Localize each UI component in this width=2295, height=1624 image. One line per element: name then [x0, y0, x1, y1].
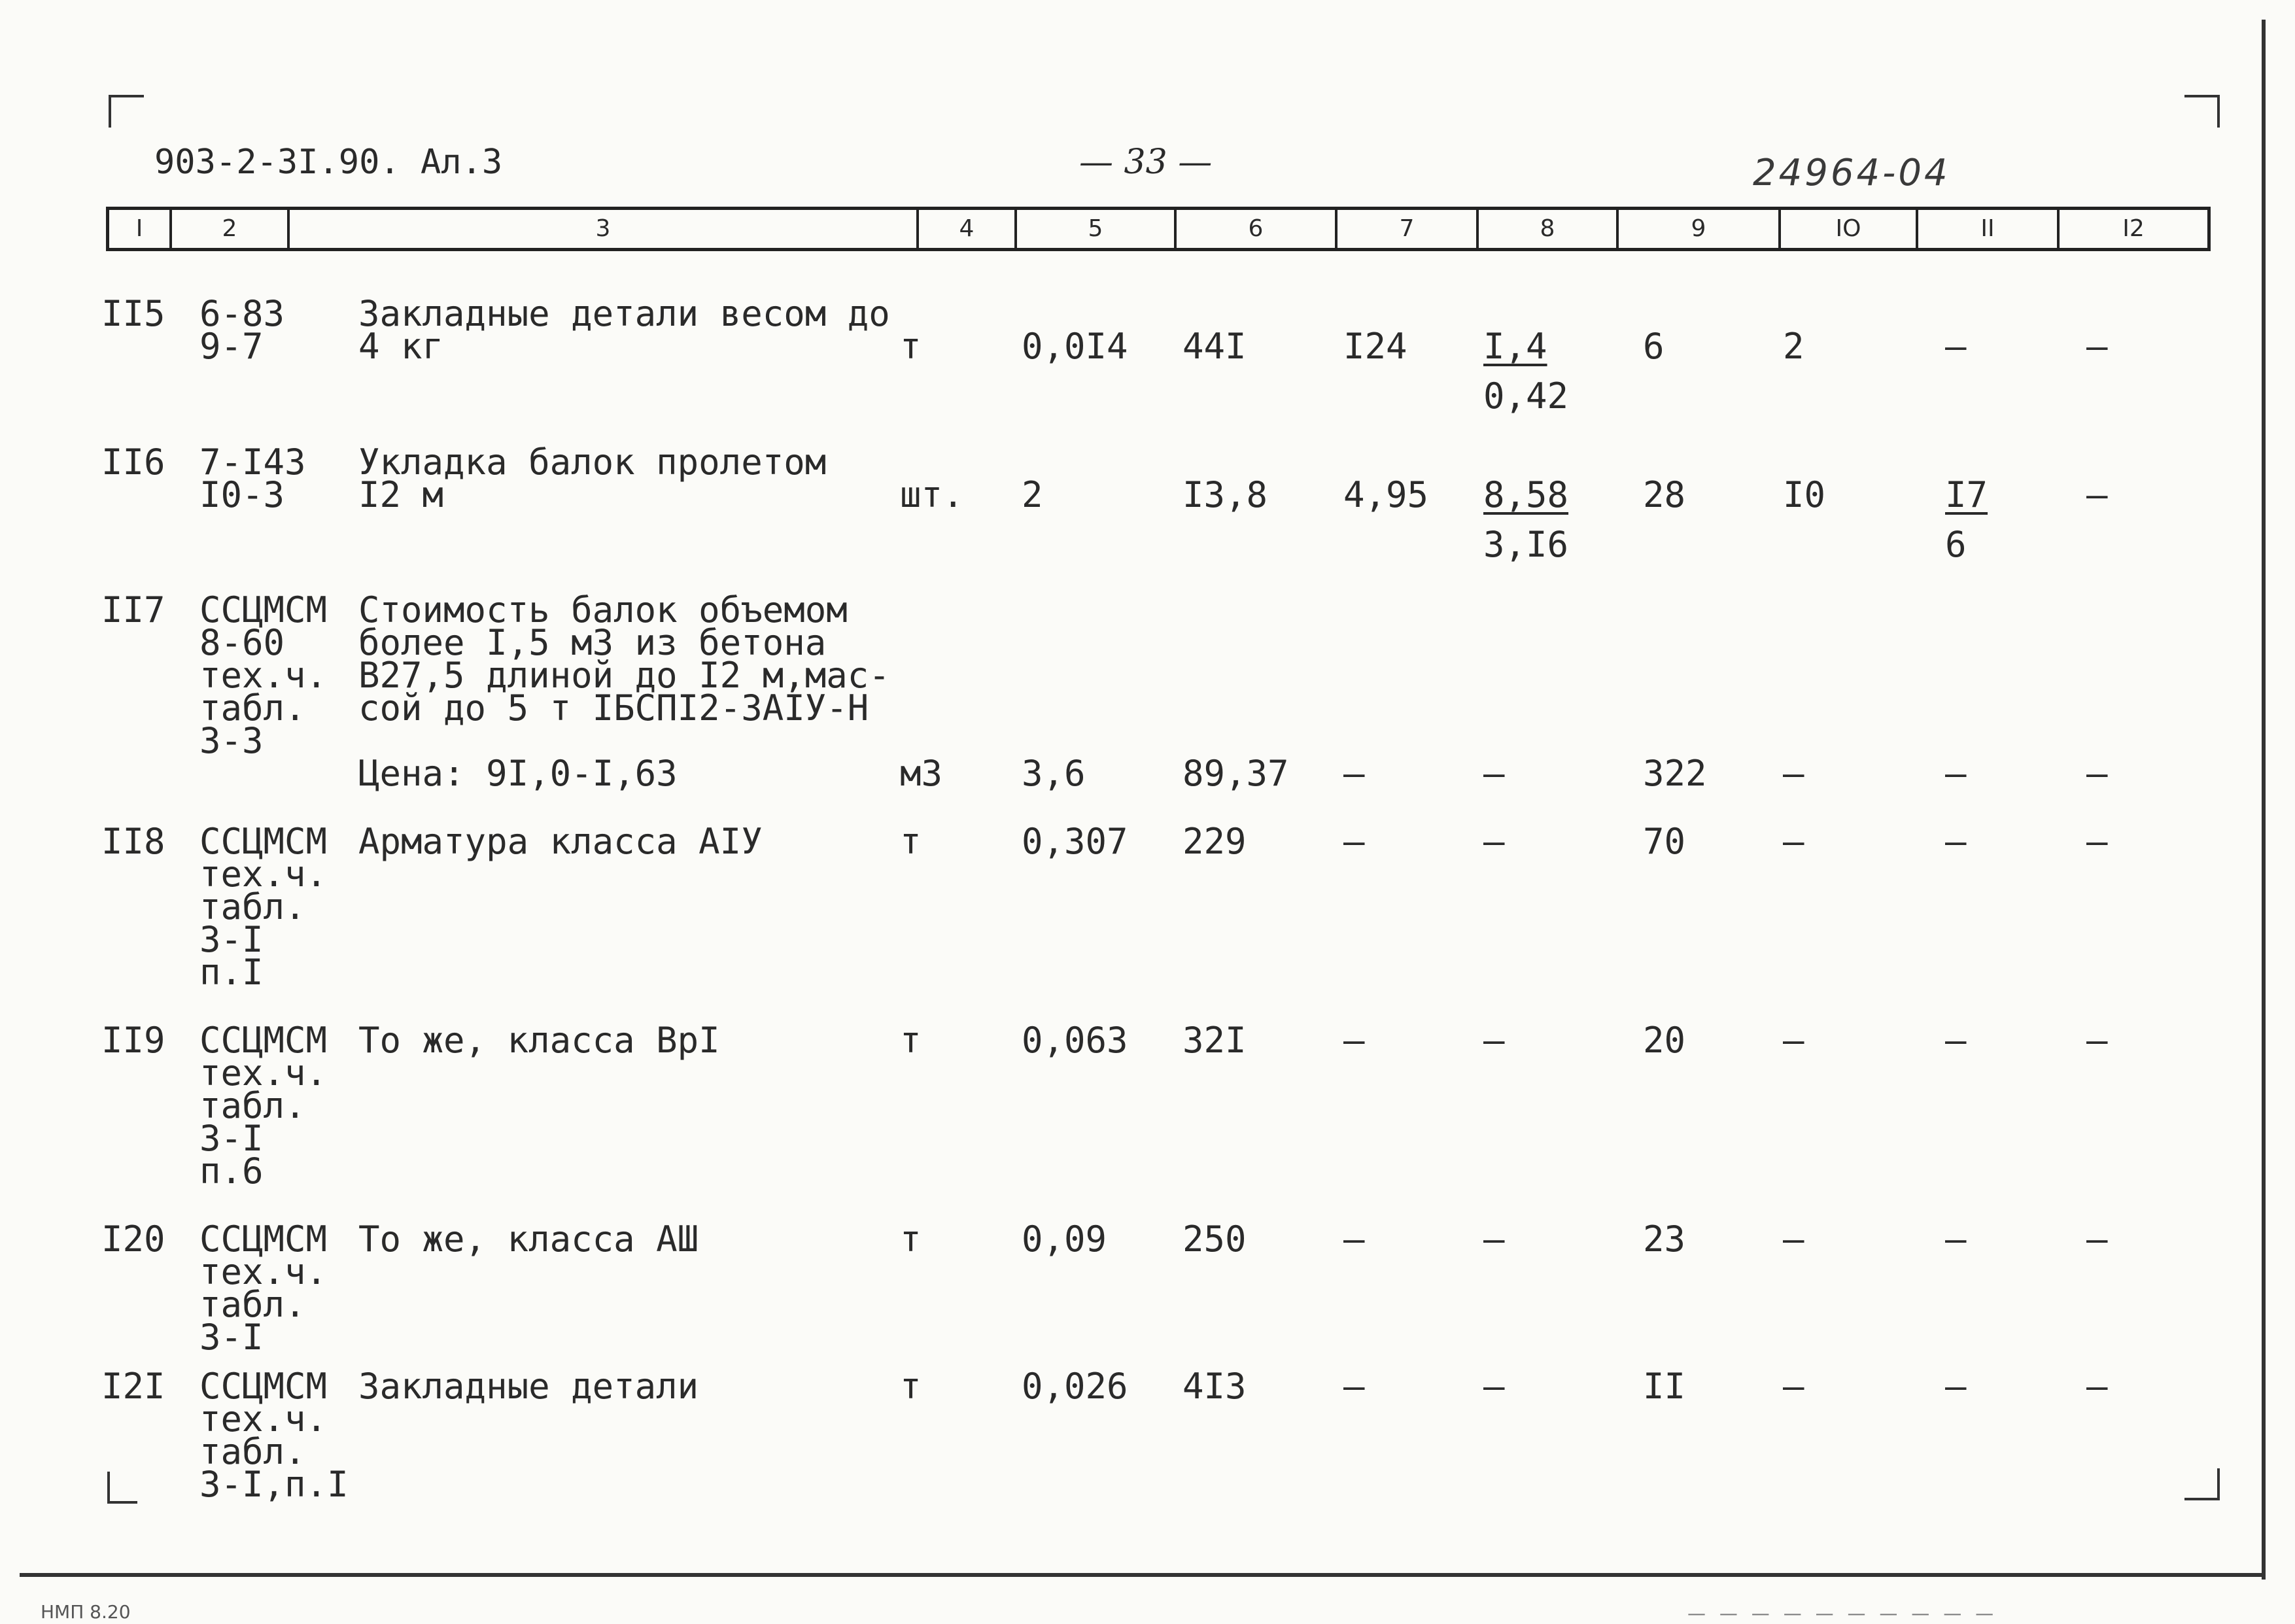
column-number-10: IO — [1781, 210, 1918, 248]
row-quantity: 0,307 — [1022, 821, 1128, 862]
row-col6: 89,37 — [1182, 753, 1289, 794]
row-code-line: тех.ч. — [199, 854, 328, 895]
row-code-line: ССЦМСМ — [199, 1366, 328, 1407]
row-code-line: ССЦМСМ — [199, 589, 328, 631]
inventory-number: 24964-04 — [1753, 152, 1950, 194]
row-col8-top: — — [1483, 753, 1505, 794]
row-number: II9 — [101, 1020, 165, 1061]
row-col8-bottom: 3,I6 — [1483, 524, 1569, 565]
column-number-11: II — [1918, 210, 2060, 248]
row-code-line: 3-3 — [199, 720, 264, 761]
row-code-line: табл. — [199, 1431, 306, 1472]
row-code-line: ССЦМСМ — [199, 1218, 328, 1260]
column-number-8: 8 — [1479, 210, 1619, 248]
row-col7: — — [1343, 1366, 1365, 1407]
row-col8-top: I,4 — [1483, 326, 1547, 367]
row-code-line: ССЦМСМ — [199, 1020, 328, 1061]
row-col7: — — [1343, 1218, 1365, 1260]
row-col6: 44I — [1182, 326, 1247, 367]
row-col12: — — [2086, 753, 2108, 794]
row-col12: — — [2086, 1366, 2108, 1407]
column-number-5: 5 — [1017, 210, 1177, 248]
row-code-line: табл. — [199, 886, 306, 927]
scan-edge-right — [2262, 20, 2266, 1580]
row-description-line: Стоимость балок объемом — [358, 589, 848, 631]
row-col9: 23 — [1643, 1218, 1686, 1260]
row-quantity: 0,0I4 — [1022, 326, 1128, 367]
row-unit: т — [900, 1218, 922, 1260]
row-code-line: ССЦМСМ — [199, 821, 328, 862]
row-col9: 20 — [1643, 1020, 1686, 1061]
row-code-line: 3-I — [199, 919, 264, 960]
row-unit: т — [900, 1366, 922, 1407]
row-col9: 70 — [1643, 821, 1686, 862]
row-code-line: 6-83 — [199, 293, 285, 334]
column-number-7: 7 — [1337, 210, 1479, 248]
column-number-1: I — [109, 210, 172, 248]
row-code-line: 8-60 — [199, 622, 285, 663]
row-code-line: 3-I — [199, 1118, 264, 1159]
row-price-line: Цена: 9I,0-I,63 — [358, 753, 678, 794]
row-description-line: сой до 5 т IБСПI2-3АIУ-Н — [358, 687, 869, 729]
row-unit: т — [900, 821, 922, 862]
row-code-line: п.6 — [199, 1150, 264, 1192]
row-code-line: 3-I — [199, 1317, 264, 1358]
row-col10: — — [1783, 753, 1804, 794]
row-col10: — — [1783, 1366, 1804, 1407]
row-col11-bottom: 6 — [1945, 524, 1967, 565]
column-number-strip — [106, 207, 2211, 251]
row-col9: 322 — [1643, 753, 1707, 794]
row-quantity: 0,09 — [1022, 1218, 1107, 1260]
row-col9: II — [1643, 1366, 1686, 1407]
row-number: I2I — [101, 1366, 165, 1407]
row-description-line: Закладные детали весом до — [358, 293, 890, 334]
row-code-line: тех.ч. — [199, 1052, 328, 1094]
row-code-line: 3-I,п.I — [199, 1464, 349, 1505]
row-col11-top: I7 — [1945, 474, 1988, 515]
corner-mark-bottom-left — [107, 1472, 137, 1504]
row-col7: — — [1343, 753, 1365, 794]
column-number-2: 2 — [172, 210, 290, 248]
row-code-line: табл. — [199, 1085, 306, 1126]
row-col10: — — [1783, 1218, 1804, 1260]
row-description-line: В27,5 длиной до I2 м,мас- — [358, 655, 890, 696]
row-col11-top: — — [1945, 1366, 1967, 1407]
row-col10: — — [1783, 821, 1804, 862]
row-col8-top: — — [1483, 1366, 1505, 1407]
footer-code: НМП 8.20 — [41, 1601, 131, 1623]
row-col11-top: — — [1945, 1020, 1967, 1061]
row-col11-top: — — [1945, 1218, 1967, 1260]
row-col8-top: 8,58 — [1483, 474, 1569, 515]
row-col7: — — [1343, 821, 1365, 862]
row-col9: 6 — [1643, 326, 1665, 367]
row-col6: I3,8 — [1182, 474, 1268, 515]
row-quantity: 3,6 — [1022, 753, 1086, 794]
row-col11-top: — — [1945, 326, 1967, 367]
row-code-line: табл. — [199, 687, 306, 729]
row-col6: 250 — [1182, 1218, 1247, 1260]
page-number: — 33 — — [1079, 143, 1213, 182]
row-number: II8 — [101, 821, 165, 862]
corner-mark-top-right — [2184, 95, 2220, 128]
row-col11-top: — — [1945, 753, 1967, 794]
row-col8-top: — — [1483, 821, 1505, 862]
row-code-line: I0-3 — [199, 474, 285, 515]
document-code: 903-2-3I.90. Ал.3 — [154, 143, 503, 182]
row-description-line: Арматура класса АIУ — [358, 821, 763, 862]
row-description-line: Закладные детали — [358, 1366, 699, 1407]
row-col11-top: — — [1945, 821, 1967, 862]
row-number: II7 — [101, 589, 165, 631]
row-quantity: 2 — [1022, 474, 1043, 515]
row-code-line: тех.ч. — [199, 1251, 328, 1292]
row-col12: — — [2086, 1020, 2108, 1061]
row-description-line: Укладка балок пролетом — [358, 441, 827, 483]
row-number: I20 — [101, 1218, 165, 1260]
row-unit: шт. — [900, 474, 964, 515]
row-number: II5 — [101, 293, 165, 334]
row-col6: 32I — [1182, 1020, 1247, 1061]
row-col6: 4I3 — [1182, 1366, 1247, 1407]
row-code-line: п.I — [199, 952, 264, 993]
footer-text: — — — — — — — — — — — [1687, 1602, 1998, 1624]
row-description-line: более I,5 м3 из бетона — [358, 622, 827, 663]
row-col12: — — [2086, 821, 2108, 862]
row-col10: I0 — [1783, 474, 1826, 515]
row-unit: м3 — [900, 753, 943, 794]
row-col7: I24 — [1343, 326, 1407, 367]
row-quantity: 0,063 — [1022, 1020, 1128, 1061]
row-col8-top: — — [1483, 1020, 1505, 1061]
scan-edge-bottom — [20, 1573, 2263, 1577]
row-col6: 229 — [1182, 821, 1247, 862]
row-col10: 2 — [1783, 326, 1804, 367]
corner-mark-top-left — [109, 95, 144, 128]
row-col9: 28 — [1643, 474, 1686, 515]
column-number-4: 4 — [919, 210, 1017, 248]
row-code-line: 7-I43 — [199, 441, 306, 483]
column-number-12: I2 — [2122, 215, 2145, 242]
row-number: II6 — [101, 441, 165, 483]
row-code-line: 9-7 — [199, 326, 264, 367]
row-col10: — — [1783, 1020, 1804, 1061]
row-col8-top: — — [1483, 1218, 1505, 1260]
row-col8-bottom: 0,42 — [1483, 375, 1569, 417]
row-description-line: То же, класса АШ — [358, 1218, 699, 1260]
column-number-6: 6 — [1177, 210, 1337, 248]
row-code-line: тех.ч. — [199, 655, 328, 696]
row-col7: — — [1343, 1020, 1365, 1061]
row-col7: 4,95 — [1343, 474, 1429, 515]
row-col12: — — [2086, 474, 2108, 515]
column-number-9: 9 — [1619, 210, 1781, 248]
corner-mark-bottom-right — [2184, 1468, 2220, 1500]
row-quantity: 0,026 — [1022, 1366, 1128, 1407]
row-unit: т — [900, 326, 922, 367]
row-description-line: I2 м — [358, 474, 444, 515]
row-col12: — — [2086, 1218, 2108, 1260]
row-description-line: 4 кг — [358, 326, 444, 367]
row-code-line: тех.ч. — [199, 1398, 328, 1440]
row-unit: т — [900, 1020, 922, 1061]
row-description-line: То же, класса ВрI — [358, 1020, 720, 1061]
row-col12: — — [2086, 326, 2108, 367]
column-number-3: 3 — [290, 210, 919, 248]
row-code-line: табл. — [199, 1284, 306, 1325]
